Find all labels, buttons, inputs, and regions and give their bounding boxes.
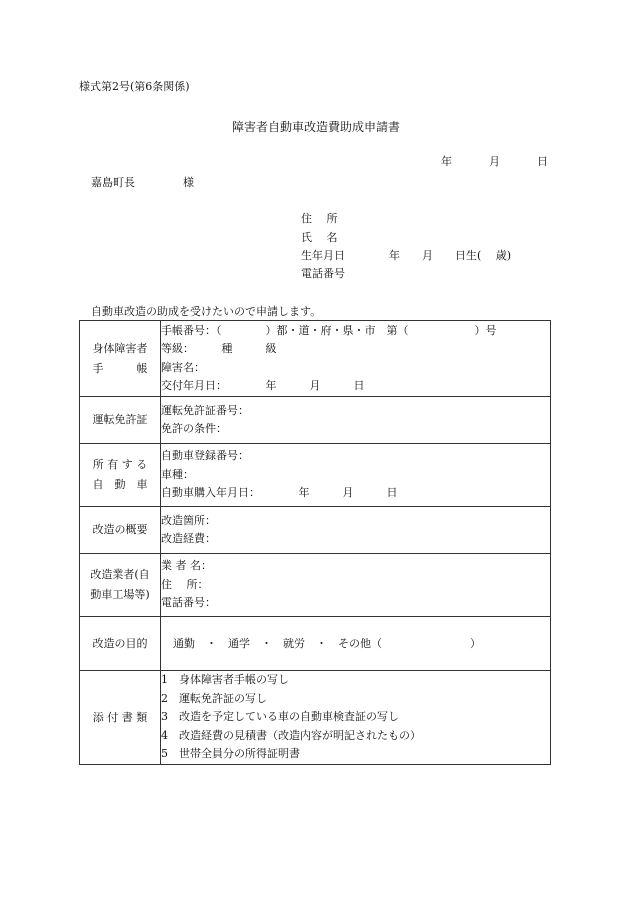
- table-row-purpose: [80, 617, 551, 671]
- handbook-fields: [161, 321, 551, 397]
- overview-fields: [161, 507, 551, 554]
- attachments-label: 添 付 書 類: [80, 671, 161, 765]
- application-table: [79, 320, 551, 765]
- table-row-overview: [80, 507, 551, 554]
- modification-location-field[interactable]: 改造箇所：: [161, 513, 216, 527]
- list-item: 1 身体障害者手帳の写し: [161, 673, 289, 687]
- contractor-address-field[interactable]: 住 所：: [161, 577, 209, 591]
- attachments-list: [161, 671, 551, 765]
- contractor-label: [80, 554, 161, 617]
- vehicle-label-line1: 所 有 す る: [92, 458, 148, 471]
- purpose-options[interactable]: 通勤 ・ 通学 ・ 就労 ・ その他（ ）: [173, 636, 481, 650]
- addressee: 嘉島町長: [91, 176, 135, 189]
- form-title: 障害者自動車改造費助成申請書: [232, 120, 401, 134]
- vehicle-label: [80, 444, 161, 507]
- overview-label: 改造の概要: [80, 507, 161, 554]
- honorific: 様: [183, 176, 194, 189]
- contractor-label-line1: 改造業者(自: [90, 568, 150, 581]
- date-month: 月: [489, 155, 500, 168]
- vehicle-purchase-date-field[interactable]: 自動車購入年月日： 年 月 日: [161, 486, 398, 500]
- vehicle-type-field[interactable]: 車種：: [161, 467, 194, 481]
- table-row-contractor: [80, 554, 551, 617]
- contractor-fields: [161, 554, 551, 617]
- table-row-vehicle: [80, 444, 551, 507]
- list-item: 3 改造を予定している車の自動車検査証の写し: [161, 710, 399, 724]
- applicant-birth-label: 生年月日 年 月 日生( 歳): [301, 249, 512, 262]
- handbook-grade-field[interactable]: 等級： 種 級: [161, 342, 277, 355]
- purpose-fields: [161, 617, 551, 671]
- form-number: 様式第2号(第6条関係): [79, 80, 190, 93]
- applicant-phone-label: 電話番号: [301, 267, 345, 280]
- list-item: 5 世帯全員分の所得証明書: [161, 747, 300, 761]
- table-row-license: [80, 397, 551, 444]
- modification-cost-field[interactable]: 改造経費：: [161, 532, 216, 545]
- contractor-phone-field[interactable]: 電話番号：: [161, 596, 216, 610]
- date-day: 日: [537, 155, 548, 168]
- license-condition-field[interactable]: 免許の条件：: [161, 422, 227, 435]
- handbook-label-line2: 手 帳: [92, 361, 148, 375]
- table-row-attachments: [80, 671, 551, 765]
- list-item: 2 運転免許証の写し: [161, 691, 267, 705]
- handbook-issue-date-field[interactable]: 交付年月日： 年 月 日: [161, 379, 365, 392]
- handbook-label: [80, 321, 161, 397]
- vehicle-label-line2: 自 動 車: [92, 478, 148, 491]
- vehicle-registration-field[interactable]: 自動車登録番号：: [161, 449, 249, 463]
- applicant-name-label: 氏 名: [301, 231, 338, 244]
- intro-text: 自動車改造の助成を受けたいので申請します。: [91, 305, 322, 318]
- vehicle-fields: [161, 444, 551, 507]
- contractor-name-field[interactable]: 業 者 名：: [161, 559, 212, 573]
- license-number-field[interactable]: 運転免許証番号：: [161, 403, 249, 417]
- license-fields: [161, 397, 551, 444]
- applicant-address-label: 住 所: [301, 212, 338, 225]
- table-row-handbook: [80, 321, 551, 397]
- handbook-number-field[interactable]: 手帳番号：（ ）都・道・府・県・市 第（ ）号: [161, 323, 497, 337]
- contractor-label-line2: 動車工場等): [90, 588, 150, 601]
- purpose-label: 改造の目的: [80, 617, 161, 671]
- date-year: 年: [441, 155, 452, 168]
- list-item: 4 改造経費の見積書（改造内容が明記されたもの）: [161, 728, 421, 742]
- handbook-disability-field[interactable]: 障害名：: [161, 360, 205, 374]
- handbook-label-line1: 身体障害者: [92, 341, 148, 355]
- license-label: 運転免許証: [80, 397, 161, 444]
